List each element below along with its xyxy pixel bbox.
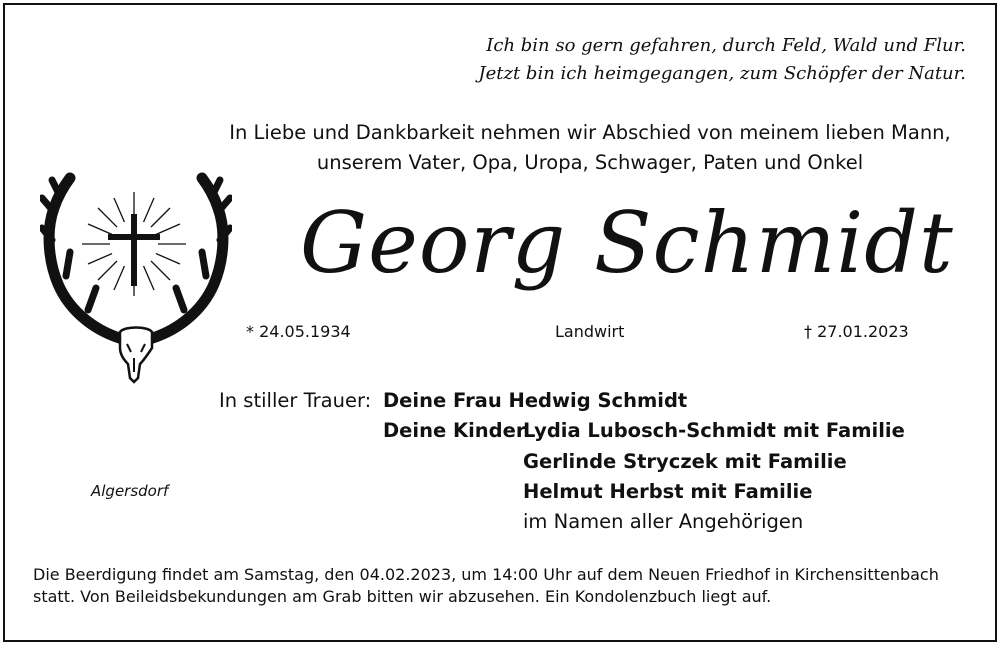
birth-date: * 24.05.1934 [246, 322, 351, 341]
poem-line-1: Ich bin so gern gefahren, durch Feld, Wald und Flur. [486, 35, 966, 56]
mourner-child: Gerlinde Stryczek mit Familie [523, 450, 847, 473]
mourner-child: Helmut Herbst mit Familie [523, 480, 813, 503]
antlers-with-cross-icon [40, 172, 232, 384]
funeral-info [33, 564, 939, 608]
mourner-child: Lydia Lubosch-Schmidt mit Familie [523, 419, 905, 442]
deceased-name: Georg Schmidt [300, 194, 954, 292]
poem-line-2: Jetzt bin ich heimgegangen, zum Schöpfer der Natur. [478, 63, 966, 84]
funeral-line-2: statt. Von Beileidsbekundungen am Grab bitten wir abzusehen. Ein Kondolenzbuch liegt auf. [33, 587, 772, 606]
place-name: Algersdorf [91, 482, 169, 500]
intro-line-1: In Liebe und Dankbarkeit nehmen wir Abschied von meinem lieben Mann, [229, 121, 951, 144]
children-label: Deine Kinder [383, 419, 526, 442]
intro-line-2: unserem Vater, Opa, Uropa, Schwager, Paten und Onkel [316, 151, 864, 174]
occupation: Landwirt [555, 322, 625, 341]
intro-text [210, 118, 970, 178]
mourners-closing: im Namen aller Angehörigen [523, 510, 804, 533]
mourners-label: In stiller Trauer: [219, 389, 372, 412]
funeral-line-1: Die Beerdigung findet am Samstag, den 04.02.2023, um 14:00 Uhr auf dem Neuen Friedhof in Kirchensittenbach [33, 565, 939, 584]
mourner-wife: Deine Frau Hedwig Schmidt [383, 389, 688, 412]
death-date: † 27.01.2023 [804, 322, 909, 341]
